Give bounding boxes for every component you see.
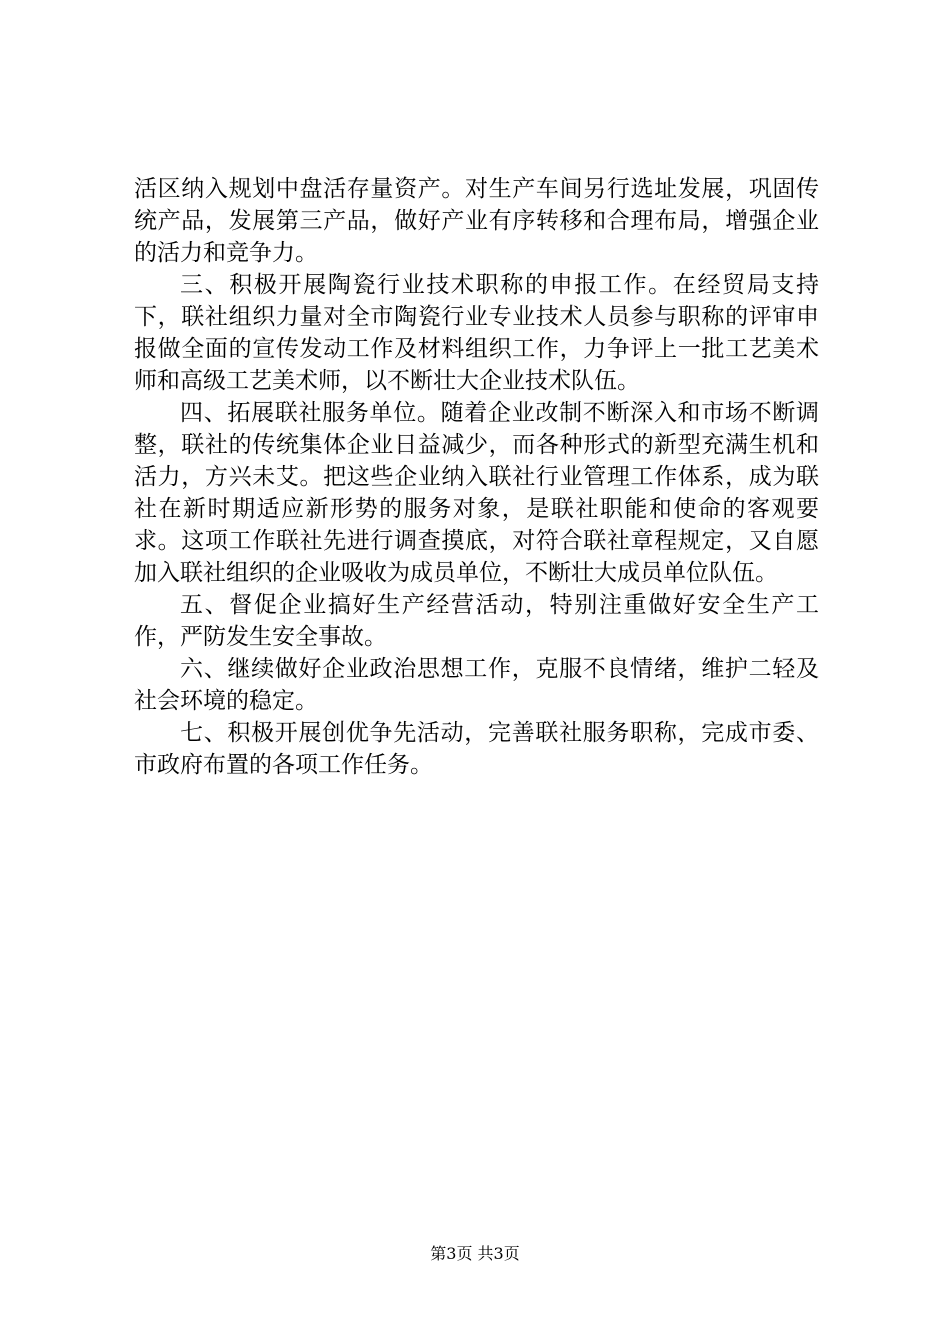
paragraph-item-3: 三、积极开展陶瓷行业技术职称的申报工作。在经贸局支持下，联社组织力量对全市陶瓷行业专业技术人员参与职称的评审申报做全面的宣传发动工作及材料组织工作，力争评上一批工艺美术师和高级工艺美术师，以不断壮大企业技术队伍。 (134, 272, 819, 394)
document-body (134, 173, 819, 781)
paragraph-item-6: 六、继续做好企业政治思想工作，克服不良情绪，维护二轻及社会环境的稳定。 (134, 656, 819, 714)
paragraph-item-4: 四、拓展联社服务单位。随着企业改制不断深入和市场不断调整，联社的传统集体企业日益减少，而各种形式的新型充满生机和活力，方兴未艾。把这些企业纳入联社行业管理工作体系，成为联社在新时期适应新形势的服务对象，是联社职能和使命的客观要求。这项工作联社先进行调查摸底，对符合联社章程规定，又自愿加入联社组织的企业吸收为成员单位，不断壮大成员单位队伍。 (134, 400, 819, 586)
paragraph-continuation: 活区纳入规划中盘活存量资产。对生产车间另行选址发展，巩固传统产品，发展第三产品，做好产业有序转移和合理布局，增强企业的活力和竞争力。 (134, 176, 819, 266)
paragraph-item-7: 七、积极开展创优争先活动，完善联社服务职称，完成市委、市政府布置的各项工作任务。 (134, 720, 819, 778)
page-number-footer: 第3页 共3页 (430, 1244, 520, 1263)
paragraph-item-5: 五、督促企业搞好生产经营活动，特别注重做好安全生产工作，严防发生安全事故。 (134, 592, 819, 650)
